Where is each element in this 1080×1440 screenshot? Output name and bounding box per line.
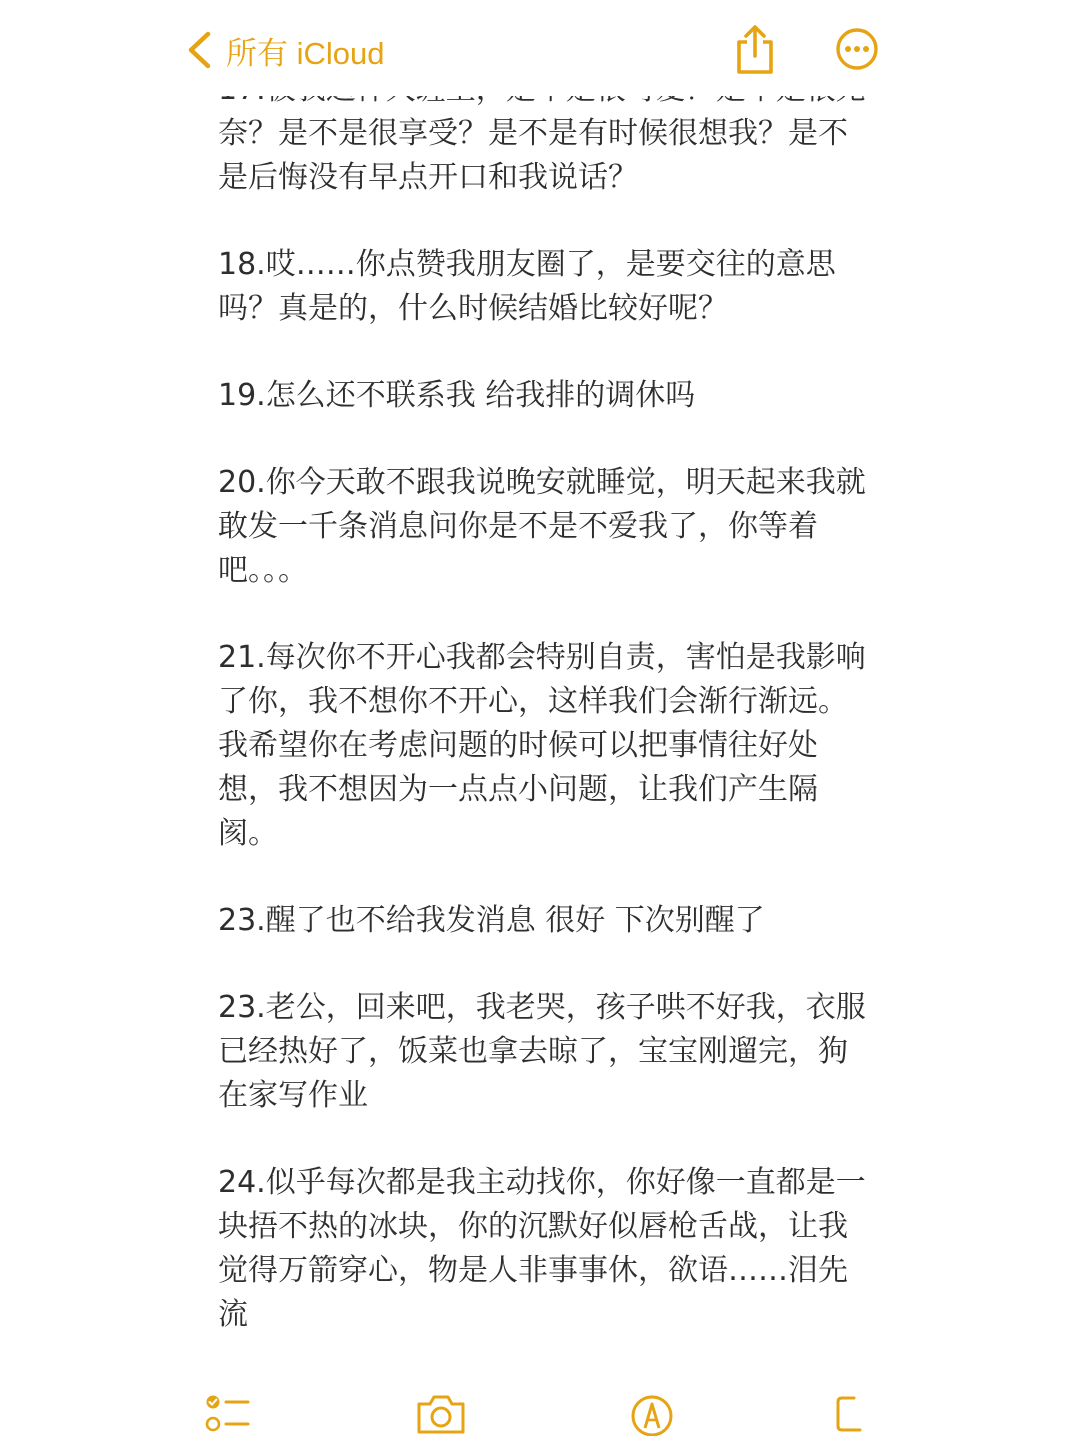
share-icon [730,22,780,76]
compose-button[interactable] [834,1392,864,1436]
chevron-left-icon [186,30,212,70]
note-paragraph: 奈？是不是很享受？是不是有时候很想我？是不是后悔没有早点开口和我说话？ [218,116,848,195]
share-button[interactable] [730,22,780,76]
camera-button[interactable] [414,1392,468,1436]
note-paragraph: 24.似乎每次都是我主动找你，你好像一直都是一块捂不热的冰块，你的沉默好似唇枪舌战，让我觉得万箭穿心，物是人非事事休，欲语……泪先流 [218,1165,866,1332]
note-body[interactable] [218,68,868,1380]
compose-icon [834,1392,864,1436]
checklist-button[interactable] [204,1392,252,1436]
navigation-bar [0,0,1080,96]
markup-button[interactable] [628,1392,676,1436]
more-button[interactable] [832,22,882,76]
note-paragraph: 21.每次你不开心我都会特别自责，害怕是我影响了你，我不想你不开心，这样我们会渐行渐远。我希望你在考虑问题的时候可以把事情往好处想，我不想因为一点点小问题，让我们产生隔阂。 [218,640,866,851]
camera-icon [414,1392,468,1436]
checklist-icon [204,1392,252,1436]
note-paragraph: 20.你今天敢不跟我说晚安就睡觉，明天起来我就敢发一千条消息问你是不是不爱我了，你等着吧。。。 [218,465,866,588]
back-button[interactable] [186,26,385,74]
back-label: 所有 iCloud [226,35,385,71]
note-paragraph: 19.怎么还不联系我 给我排的调休吗 [218,378,696,413]
note-paragraph: 23.醒了也不给我发消息 很好 下次别醒了 [218,903,765,938]
note-paragraph: 23.老公，回来吧，我老哭，孩子哄不好我，衣服已经热好了，饭菜也拿去晾了，宝宝刚遛完，狗在家写作业 [218,990,866,1113]
note-paragraph: 18.哎……你点赞我朋友圈了，是要交往的意思吗？真是的，什么时候结婚比较好呢？ [218,247,836,326]
ellipsis-circle-icon [832,22,882,76]
bottom-toolbar [0,1380,1080,1440]
markup-pen-icon [628,1392,676,1436]
